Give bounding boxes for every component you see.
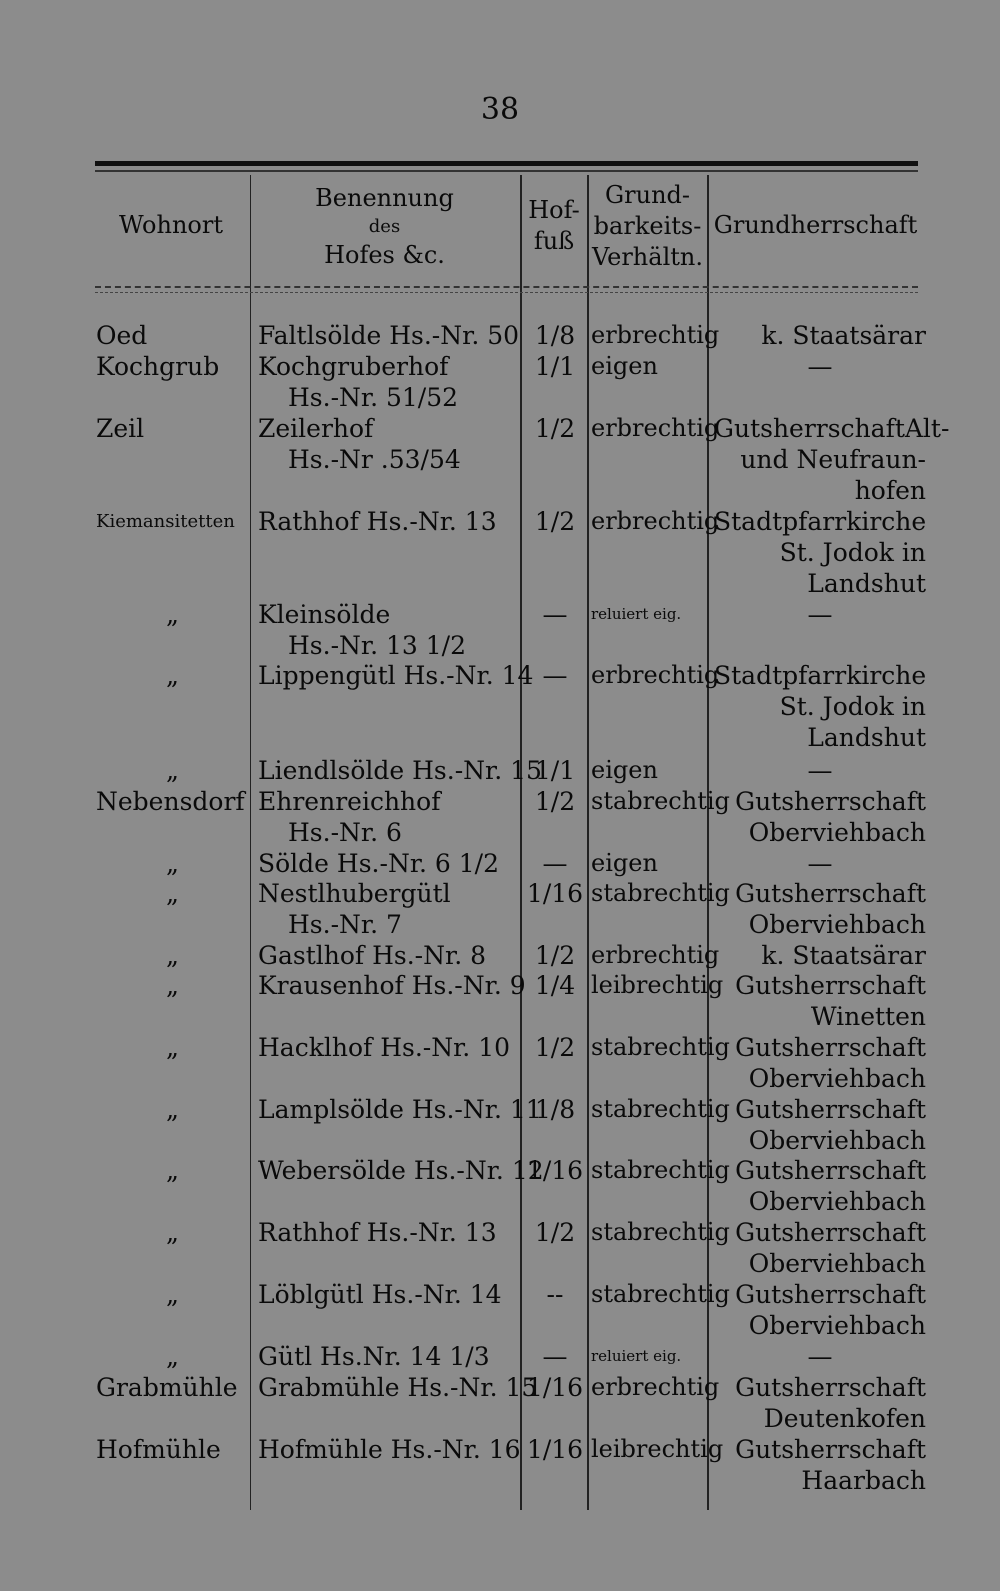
header-hof-line3: Hofes &c.: [324, 241, 445, 269]
wohnort-cell: „: [166, 941, 179, 970]
top-rule-thin: [95, 170, 918, 172]
grundherrschaft-cell: St. Jodok in: [779, 538, 926, 567]
verhaeltnis-cell: stabrechtig: [591, 1095, 730, 1123]
hof-name-cell: Löblgütl Hs.-Nr. 14: [258, 1280, 502, 1309]
grundherrschaft-cell: Gutsherrschaft: [735, 1033, 926, 1062]
header-fuss: [521, 195, 587, 257]
wohnort-cell: „: [166, 661, 179, 690]
grundherrschaft-cell: Gutsherrschaft: [735, 1156, 926, 1185]
hoffuss-cell: 1/1: [534, 756, 576, 785]
hof-name-cell: Hs.-Nr. 51/52: [288, 383, 459, 412]
hoffuss-cell: —: [542, 1342, 568, 1371]
header-verh-line3: Verhältn.: [592, 243, 703, 271]
verhaeltnis-cell: leibrechtig: [591, 971, 724, 999]
column-divider-3: [587, 175, 589, 1510]
grundherrschaft-cell: Gutsherrschaft: [735, 971, 926, 1000]
verhaeltnis-cell: reluiert eig.: [591, 605, 682, 623]
grundherrschaft-cell: und Neufraun-: [740, 445, 926, 474]
wohnort-cell: „: [166, 600, 179, 629]
verhaeltnis-cell: stabrechtig: [591, 1218, 730, 1246]
hof-name-cell: Sölde Hs.-Nr. 6 1/2: [258, 849, 500, 878]
hof-name-cell: Gütl Hs.Nr. 14 1/3: [258, 1342, 490, 1371]
wohnort-cell: „: [166, 1156, 179, 1185]
hof-name-cell: Hs.-Nr. 13 1/2: [288, 631, 466, 660]
verhaeltnis-cell: stabrechtig: [591, 1033, 730, 1061]
grundherrschaft-cell: —: [807, 756, 833, 785]
header-wohnort: [96, 210, 246, 241]
hof-name-cell: Gastlhof Hs.-Nr. 8: [258, 941, 487, 970]
wohnort-cell: Kochgrub: [96, 352, 220, 381]
hoffuss-cell: 1/8: [534, 321, 576, 350]
hoffuss-cell: 1/2: [534, 1033, 576, 1062]
grundherrschaft-cell: —: [807, 849, 833, 878]
grundherrschaft-cell: —: [807, 1342, 833, 1371]
header-herr-text: Grundherrschaft: [713, 211, 918, 239]
verhaeltnis-cell: leibrechtig: [591, 1435, 724, 1463]
grundherrschaft-cell: Stadtpfarrkirche: [714, 507, 927, 536]
wohnort-cell: Kiemansitetten: [96, 511, 235, 532]
grundherrschaft-cell: Oberviehbach: [748, 1064, 926, 1093]
grundherrschaft-cell: Gutsherrschaft: [735, 879, 926, 908]
wohnort-cell: Oed: [96, 321, 148, 350]
header-herr: [708, 210, 923, 241]
verhaeltnis-cell: eigen: [591, 352, 658, 380]
hoffuss-cell: 1/2: [534, 941, 576, 970]
header-fuss-line1: Hof-: [528, 196, 580, 224]
hof-name-cell: Zeilerhof: [258, 414, 374, 443]
hof-name-cell: Krausenhof Hs.-Nr. 9: [258, 971, 526, 1000]
header-hof: [252, 183, 517, 271]
grundherrschaft-cell: Oberviehbach: [748, 818, 926, 847]
wohnort-cell: „: [166, 971, 179, 1000]
verhaeltnis-cell: erbrechtig: [591, 321, 720, 349]
grundherrschaft-cell: Landshut: [807, 723, 926, 752]
wohnort-cell: „: [166, 1033, 179, 1062]
verhaeltnis-cell: eigen: [591, 849, 658, 877]
header-hof-line1: Benennung: [315, 184, 454, 212]
hof-name-cell: Hs.-Nr .53/54: [288, 445, 461, 474]
hof-name-cell: Nestlhubergütl: [258, 879, 451, 908]
grundherrschaft-cell: St. Jodok in: [779, 692, 926, 721]
grundherrschaft-cell: k. Staatsärar: [761, 941, 926, 970]
grundherrschaft-cell: Gutsherrschaft: [735, 1218, 926, 1247]
wohnort-cell: Zeil: [96, 414, 145, 443]
hoffuss-cell: 1/16: [526, 1156, 584, 1185]
header-verh-line2: barkeits-: [593, 212, 702, 240]
hoffuss-cell: 1/2: [534, 507, 576, 536]
wohnort-cell: Grabmühle: [96, 1373, 238, 1402]
wohnort-cell: „: [166, 849, 179, 878]
grundherrschaft-cell: Gutsherrschaft: [735, 787, 926, 816]
wohnort-cell: „: [166, 756, 179, 785]
hof-name-cell: Kochgruberhof: [258, 352, 449, 381]
hof-name-cell: Rathhof Hs.-Nr. 13: [258, 507, 497, 536]
grundherrschaft-cell: Haarbach: [801, 1466, 926, 1495]
grundherrschaft-cell: Landshut: [807, 569, 926, 598]
verhaeltnis-cell: reluiert eig.: [591, 1347, 682, 1365]
grundherrschaft-cell: Oberviehbach: [748, 1187, 926, 1216]
grundherrschaft-cell: k. Staatsärar: [761, 321, 926, 350]
hof-name-cell: Hofmühle Hs.-Nr. 16: [258, 1435, 521, 1464]
grundherrschaft-cell: Stadtpfarrkirche: [714, 661, 927, 690]
top-rule: [95, 161, 918, 166]
hoffuss-cell: 1/16: [526, 879, 584, 908]
hof-name-cell: Hacklhof Hs.-Nr. 10: [258, 1033, 511, 1062]
header-rule: [95, 286, 918, 288]
wohnort-cell: Hofmühle: [96, 1435, 221, 1464]
verhaeltnis-cell: erbrechtig: [591, 661, 720, 689]
wohnort-cell: Nebensdorf: [96, 787, 245, 816]
hof-name-cell: Liendlsölde Hs.-Nr. 15: [258, 756, 542, 785]
hoffuss-cell: 1/8: [534, 1095, 576, 1124]
header-wohnort-text: Wohnort: [119, 211, 223, 239]
grundherrschaft-cell: Gutsherrschaft: [735, 1435, 926, 1464]
hoffuss-cell: 1/4: [534, 971, 576, 1000]
grundherrschaft-cell: GutsherrschaftAlt-: [714, 414, 950, 443]
wohnort-cell: „: [166, 1218, 179, 1247]
grundherrschaft-cell: Oberviehbach: [748, 1249, 926, 1278]
wohnort-cell: „: [166, 1342, 179, 1371]
wohnort-cell: „: [166, 1095, 179, 1124]
verhaeltnis-cell: stabrechtig: [591, 879, 730, 907]
header-verh: [588, 180, 707, 273]
grundherrschaft-cell: Winetten: [810, 1002, 926, 1031]
wohnort-cell: „: [166, 879, 179, 908]
hoffuss-cell: 1/16: [526, 1435, 584, 1464]
hof-name-cell: Webersölde Hs.-Nr. 12: [258, 1156, 544, 1185]
grundherrschaft-cell: —: [807, 600, 833, 629]
wohnort-cell: „: [166, 1280, 179, 1309]
grundherrschaft-cell: Deutenkofen: [763, 1404, 926, 1433]
verhaeltnis-cell: erbrechtig: [591, 507, 720, 535]
verhaeltnis-cell: stabrechtig: [591, 1280, 730, 1308]
hoffuss-cell: —: [542, 600, 568, 629]
grundherrschaft-cell: —: [807, 352, 833, 381]
hof-name-cell: Grabmühle Hs.-Nr. 15: [258, 1373, 538, 1402]
header-rule-thin: [95, 292, 918, 293]
hof-name-cell: Hs.-Nr. 6: [288, 818, 402, 847]
hoffuss-cell: 1/2: [534, 1218, 576, 1247]
header-fuss-line2: fuß: [533, 227, 575, 255]
header-hof-line2: des: [368, 216, 401, 237]
grundherrschaft-cell: Oberviehbach: [748, 910, 926, 939]
grundherrschaft-cell: Oberviehbach: [748, 1126, 926, 1155]
hof-name-cell: Rathhof Hs.-Nr. 13: [258, 1218, 497, 1247]
verhaeltnis-cell: stabrechtig: [591, 787, 730, 815]
grundherrschaft-cell: hofen: [854, 476, 926, 505]
hoffuss-cell: —: [542, 849, 568, 878]
hoffuss-cell: 1/1: [534, 352, 576, 381]
grundherrschaft-cell: Gutsherrschaft: [735, 1095, 926, 1124]
page-number: 38: [480, 92, 520, 127]
hoffuss-cell: 1/2: [534, 787, 576, 816]
header-verh-line1: Grund-: [604, 181, 691, 209]
hof-name-cell: Ehrenreichhof: [258, 787, 441, 816]
hoffuss-cell: 1/2: [534, 414, 576, 443]
verhaeltnis-cell: eigen: [591, 756, 658, 784]
hof-name-cell: Hs.-Nr. 7: [288, 910, 402, 939]
hoffuss-cell: —: [542, 661, 568, 690]
verhaeltnis-cell: erbrechtig: [591, 941, 720, 969]
hof-name-cell: Lippengütl Hs.-Nr. 14: [258, 661, 534, 690]
verhaeltnis-cell: erbrechtig: [591, 414, 720, 442]
verhaeltnis-cell: erbrechtig: [591, 1373, 720, 1401]
hoffuss-cell: 1/16: [526, 1373, 584, 1402]
hoffuss-cell: --: [546, 1280, 564, 1309]
grundherrschaft-cell: Oberviehbach: [748, 1311, 926, 1340]
hof-name-cell: Faltlsölde Hs.-Nr. 50: [258, 321, 520, 350]
hof-name-cell: Lamplsölde Hs.-Nr. 11: [258, 1095, 542, 1124]
grundherrschaft-cell: Gutsherrschaft: [735, 1280, 926, 1309]
hof-name-cell: Kleinsölde: [258, 600, 391, 629]
verhaeltnis-cell: stabrechtig: [591, 1156, 730, 1184]
grundherrschaft-cell: Gutsherrschaft: [735, 1373, 926, 1402]
